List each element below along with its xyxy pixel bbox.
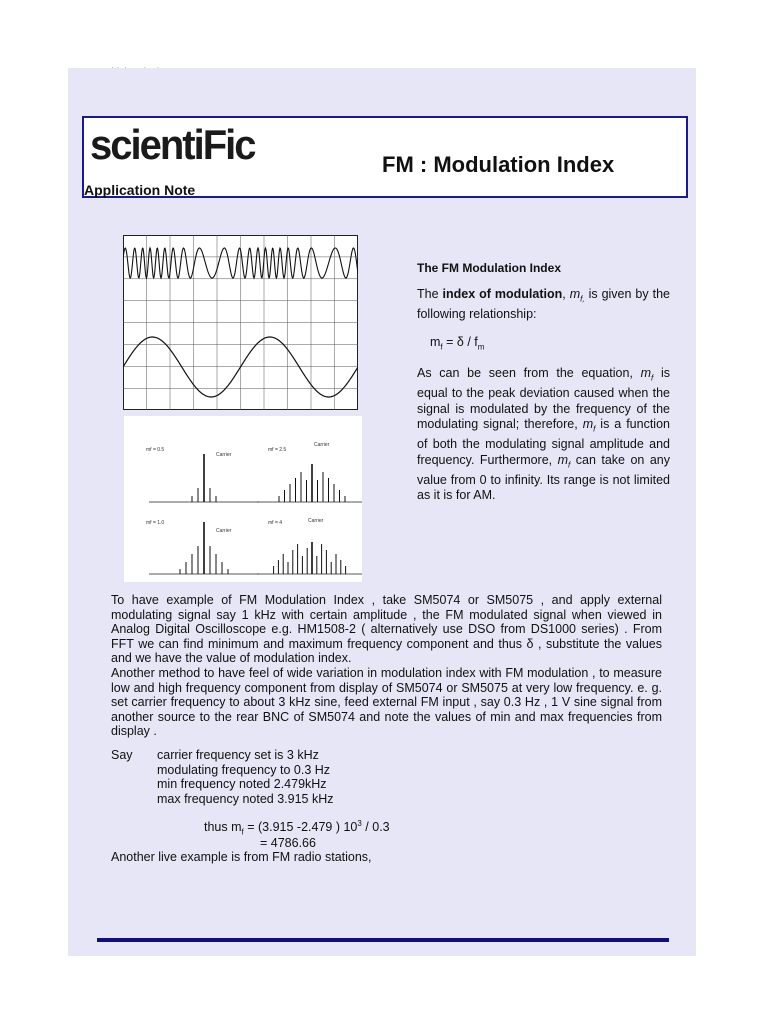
method-paragraph: Another method to have feel of wide variation in modulation index with FM modulation , to measure low and high frequency component from display of SM5074 or SM5075 at very low frequency. e. g. set carrier frequency to about 3 kHz sine, feed external FM input , say 0.3 Hz , 1 V sine signal from another source to the rear BNC of SM5074 and note the values of min and max frequencies from display . [111,666,662,738]
page-title: FM : Modulation Index [382,152,615,177]
carrier-label: Carrier [308,518,324,524]
spectrum-index-label: mf = 0.5 [146,447,165,453]
footer-divider [97,938,669,942]
carrier-label: Carrier [216,452,232,458]
carrier-label: Carrier [314,442,330,448]
list-item: carrier frequency set is 3 kHz [157,748,319,762]
application-note-label: Application Note [84,182,196,198]
fm-spectra-figure [124,416,362,582]
list-item: min frequency noted 2.479kHz [157,777,327,791]
definition-paragraph: The index of modulation, $m_{f,}$ is given by the following relationship: [417,287,670,321]
calculation-line: thus $m_f = (3.915$ -2.479 ) $10^3 / 0.3$ [204,819,390,837]
say-label: Say [111,748,133,762]
explanation-paragraph: As can be seen from the equation, $m_f$ is equal to the peak deviation caused when the signal is modulated by the frequency of the modulating signal; therefore, $m_f$ is a function of both the modulating signal amplitude and frequency. Furthermore, $m_f$ can take on any value from 0 to infinity. Its range is not limited as it is for AM. [417,366,671,502]
logo: scientiFic [90,122,255,169]
list-item: modulating frequency to 0.3 Hz [157,762,331,777]
list-item: max frequency noted 3.915 kHz [157,791,334,806]
carrier-label: Carrier [216,528,232,534]
fm-waveform-figure [123,235,358,410]
closing-sentence: Another live example is from FM radio stations, [111,850,372,864]
example-paragraph: To have example of FM Modulation Index , take SM5074 or SM5075 , and apply external modulating signal say 1 kHz with certain amplitude , the FM modulated signal when viewed in Analog Digital Oscilloscope e.g. HM1508-2 ( alternatively use DSO from DS1000 series) . From FFT we can find minimum and maximum frequency component and thus δ , substitute the values and we have the value of modulation index. [111,593,662,665]
spectrum-index-label: mf = 1.0 [146,520,165,526]
spectrum-index-label: mf = 2.5 [268,447,287,453]
calculation-result: = 4786.66 [260,836,316,850]
modulation-index-formula: $m_f = \delta / f_m$ [430,335,485,352]
spectrum-index-label: mf = 4 [268,520,283,526]
section-title: The FM Modulation Index [417,261,561,275]
